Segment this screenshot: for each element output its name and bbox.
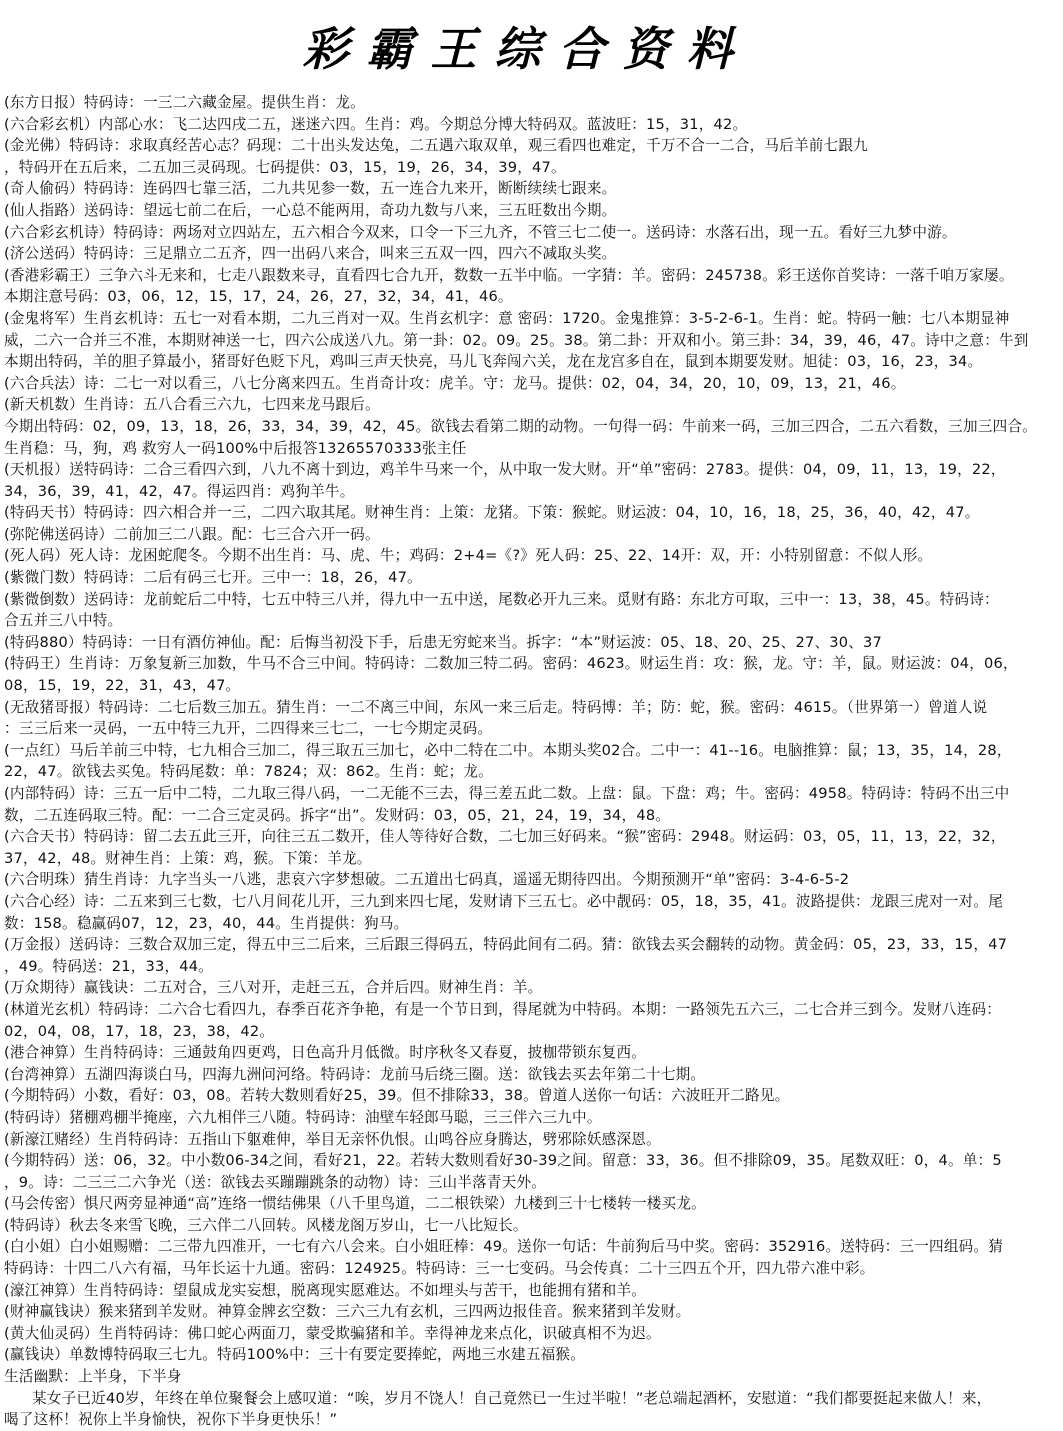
- text-line: (六合兵法）诗：二七一对以看三，八七分离来四五。生肖奇计攻：虎羊。守：龙马。提供：02，04，34，20，10，09，13，21，46。: [4, 374, 906, 392]
- text-line: 生活幽默：上半身，下半身: [4, 1368, 182, 1386]
- text-line: (六合彩玄机）内部心水：飞二达四戌二五，迷迷六四。生肖：鸡。今期总分博大特码双。蓝波旺：15，31，42。: [4, 115, 748, 133]
- text-line: (紫微门数）特码诗：二后有码三七开。三中一：18，26，47。: [4, 569, 422, 587]
- text-line: (仙人指路）送码诗：望远七前二在后，一心总不能两用，奇功九数与八来，三五旺数出今期。: [4, 201, 617, 219]
- text-line: (六合心经）诗：二五来到三七数，七八月间花儿开，三九到来四七尾，发财请下三五七。必中靓码：05，18，35，41。波路提供：龙跟三虎对一对。尾: [4, 892, 1003, 910]
- text-line: (赢钱诀）单数博特码取三七九。特码100%中：三十有要定要捧蛇，两地三水建五福猴。: [4, 1346, 585, 1364]
- text-line: ，特码开在五后来，二五加三灵码现。七码提供：03，15，19，26，34，39，47。: [4, 158, 566, 176]
- text-line: (内部特码）诗：三五一后中二特，二九取三得八码，一二无能不三去，得三差五此二数。上盘：鼠。下盘：鸡；牛。密码：4958。特码诗：特码不出三中: [4, 785, 1010, 802]
- text-line: 喝了这杯！祝你上半身愉快，祝你下半身更快乐！”: [4, 1411, 338, 1429]
- text-line: (六合天书）特码诗：留二去五此三开，向往三五二数开，佳人等待好合数，二七加三好码来。“猴”密码：2948。财运码：03，05，11，13，22，32，: [4, 828, 1006, 846]
- text-line: (六合明珠）猜生肖诗：九字当头一八逃，悲哀六字梦想破。二五道出七码真，遥遥无期待四出。今期预测开“单”密码：3-4-6-5-2: [4, 871, 850, 889]
- text-line: (林道光玄机）特码诗：二六合七看四九，春季百花齐争艳，有是一个节日到，得尾就为中特码。本期：一路领先五六三，二七合并三到今。发财八连码：: [4, 1000, 1002, 1018]
- text-line: 本期出特码，羊的胆子算最小，猪哥好色贬下凡，鸡叫三声天快亮，马儿飞奔闯六关，龙在龙宫多自在，鼠到本期要发财。旭徒：03，16，23，34。: [4, 353, 983, 371]
- text-line: (特码880）特码诗：一日有酒仿神仙。配：后悔当初没下手，后患无穷蛇来当。拆字：“本”财运波：05、18、20、25、27、30、37: [4, 633, 882, 651]
- text-line: ，9。诗：二三三二六争光（送：欲钱去买蹦蹦跳条的动物）诗：三山半落青天外。: [4, 1173, 547, 1191]
- page-title: 彩霸王综合资料: [302, 22, 751, 76]
- text-line: ，49。特码送：21，33，44。: [4, 957, 214, 975]
- text-line: 特码诗：十四二八六有福，马年长运十九通。密码：124925。特码诗：三一七变码。马会传真：二十三四五个开，四九带六准中彩。: [4, 1260, 875, 1278]
- text-line: (金鬼将军）生肖玄机诗：五七一对看本期，二九三肖对一双。生肖玄机字：意 密码：1720。金鬼推算：3-5-2-6-1。生肖：蛇。特码一触：七八本期显神: [4, 309, 1010, 327]
- text-line: 22，47。欲钱去买兔。特码尾数：单：7824；双：862。生肖：蛇；龙。: [4, 763, 493, 781]
- text-line: (白小姐）白小姐赐赠：二三带九四准开，一七有六八会来。白小姐旺棒：49。送你一句话：牛前狗后马中奖。密码：352916。送特码：三一四组码。猜: [4, 1238, 1003, 1256]
- text-line: 合五并三八中特。: [4, 612, 123, 630]
- text-line: (特码王）生肖诗：万象复新三加数，牛马不合三中间。特码诗：二数加三特二码。密码：4623。财运生肖：攻：猴，龙。守：羊，鼠。财运波：04，06，: [4, 655, 1018, 673]
- text-line: 37，42，48。财神生肖：上策：鸡，猴。下策：羊龙。: [4, 849, 372, 867]
- text-line: (六合彩玄机诗）特码诗：两场对立四站左，五六相合今双来，口令一下三九齐，不管三七二使一。送码诗：水落石出，现一五。看好三九梦中游。: [4, 223, 957, 241]
- text-line: 某女子已近40岁，年终在单位聚餐会上感叹道：“唉，岁月不饶人！自己竟然已一生过半啦！”老总端起酒杯，安慰道：“我们都要挺起来做人！来，: [32, 1389, 992, 1407]
- text-line: (金光佛）特码诗：求取真经苦心志？码现：二十出头发达兔，二五遇六取双单，观三看四也难定，千万不合一二合，马后羊前七跟九: [4, 137, 868, 155]
- text-line: (财神赢钱诀）猴来猪到羊发财。神算金牌玄空数：三六三九有玄机，三四两边报佳音。猴来猪到羊发财。: [4, 1303, 691, 1321]
- text-line: 今期出特码：02，09，13，18，26，33，34，39，42，45。欲钱去看第二期的动物。一句得一码：牛前来一码，三加三四合，二五六看数，三加三四合。: [4, 417, 1037, 435]
- text-line: (今期特码）送：06，32。中小数06-34之间，看好21，22。若转大数则看好30-39之间。留意：33，36。但不排除09，35。尾数双旺：0，4。单：5: [4, 1152, 1002, 1170]
- text-line: (濠江神算）生肖特码诗：望鼠成龙实妄想，脱离现实愿难达。不如埋头与苦干，也能拥有猪和羊。: [4, 1281, 647, 1299]
- document-body: [4, 92, 1049, 1431]
- text-line: (特码诗）秋去冬来雪飞晚，三六伴二八回转。风楼龙阁万岁山，七一八比短长。: [4, 1216, 528, 1234]
- text-line: (新濠江赌经）生肖特码诗：五指山下躯难伸，举目无亲怀仇恨。山鸣谷应身腾达，劈邪除妖感深恩。: [4, 1130, 661, 1148]
- text-line: ：三三后来一灵码，一五中特三九开，二四得来三七二，一七今期定灵码。: [4, 720, 493, 738]
- text-line: 威，二六一合并三不准，本期财神送一七，四六公成送八九。第一卦：02。09。25。38。第二卦：开双和小。第三卦：34，39，46，47。诗中之意：牛到: [4, 331, 1029, 349]
- text-line: (无敌猪哥报）特码诗：二七后数三加五。猜生肖：一二不离三中间，东风一来三后走。特码博：羊；防：蛇，猴。密码：4615。（世界第一）曾道人说: [4, 698, 988, 716]
- text-line: 数：158。稳赢码07，12，23，40，44。生肖提供：狗马。: [4, 914, 409, 932]
- text-line: (一点红）马后羊前三中特，七九相合三加二，得三取五三加七，必中二特在二中。本期头奖02合。二中一：41--16。电脑推算：鼠；13，35，14，28，: [4, 741, 1012, 759]
- text-line: (黄大仙灵码）生肖特码诗：佛口蛇心两面刀，蒙受欺骗猪和羊。幸得神龙来点化，识破真相不为迟。: [4, 1324, 661, 1342]
- text-line: (台湾神算）五湖四海谈白马，四海九洲问河络。特码诗：龙前马后绕三圈。送：欲钱去买去年第二十七期。: [4, 1065, 706, 1083]
- text-line: (万众期待）赢钱诀：二五对合，三八对开，走赶三五，合并后四。财神生肖：羊。: [4, 979, 543, 997]
- text-line: 02，04，08，17，18，23，38，42。: [4, 1022, 275, 1040]
- text-line: (香港彩霸王）三争六斗无来和，七走八跟数来寻，直看四七合九开，数数一五半中临。一字猜：羊。密码：245738。彩王送你首奖诗：一落千咱万家屡。: [4, 266, 1014, 284]
- text-line: (新天机数）生肖诗：五八合看三六九，七四来龙马跟后。: [4, 396, 380, 414]
- text-line: (港合神算）生肖特码诗：三通鼓角四更鸡，日色高升月低微。时序秋冬又春夏，披枷带锁东复西。: [4, 1044, 647, 1062]
- text-line: (马会传密）惧尺两旁显神通“高”连络一惯结佛果（八千里鸟道，二二根铁梁）九楼到三十七楼转一楼买龙。: [4, 1195, 706, 1213]
- text-line: (特码天书）特码诗：四六相合并一三，二四六取其尾。财神生肖：上策：龙猪。下策：猴蛇。财运波：04，10，16，18，25，36，40，42，47。: [4, 504, 980, 522]
- text-line: (奇人偷码）特码诗：连码四七靠三活，二九共见参一数，五一连合九来开，断断续续七跟来。: [4, 180, 617, 198]
- text-line: (东方日报）特码诗：一三二六藏金屋。提供生肖：龙。: [4, 94, 365, 111]
- text-line: (今期特码）小数，看好：03，08。若转大数则看好25，39。但不排除33，38。曾道人送你一句话：六波旺开二路见。: [4, 1087, 790, 1105]
- text-line: (天机报）送特码诗：二合三看四六到，八九不离十到边，鸡羊牛马来一个，从中取一发大财。开“单”密码：2783。提供：04，09，11，13，19，22，: [4, 461, 1006, 479]
- text-line: 生肖稳：马，狗，鸡 救穷人一码100%中后报答13265570333张主任: [4, 439, 467, 457]
- text-line: 数，二五连码取三特。配：一二合三定灵码。拆字“出”。发财码：03，05，21，24，19，34，48。: [4, 806, 671, 824]
- text-line: (弥陀佛送码诗）二前加三二八跟。配：七三合六开一码。: [4, 525, 380, 543]
- text-line: 本期注意号码：03，06，12，15，17，24，26，27，32，34，41，46。: [4, 288, 513, 306]
- text-line: (紫微倒数）送码诗：龙前蛇后二中特，七五中特三八并，得九中一五中送，尾数必开九三来。觅财有路：东北方可取，三中一：13，38，45。特码诗：: [4, 590, 999, 608]
- text-line: (死人码）死人诗：龙困蛇爬冬。今期不出生肖：马、虎、牛；鸡码：2+4=《?》死人码：25、22、14开：双，开：小特别留意：不似人形。: [4, 547, 933, 565]
- text-line: 34，36，39，41，42，47。得运四肖：鸡狗羊牛。: [4, 482, 355, 500]
- text-line: (济公送码）特码诗：三足鼎立二五齐，四一出码八来合，叫来三五双一四，四六不减取头奖。: [4, 245, 617, 263]
- text-line: (特码诗）猪棚鸡棚半掩座，六九相伴三八随。特码诗：油壁车轻郎马聪，三三伴六三九中。: [4, 1108, 602, 1126]
- text-line: 08，15，19，22，31，43，47。: [4, 677, 241, 695]
- text-line: (万金报）送码诗：三数合双加三定，得五中三二后来，三后跟三得码五，特码此间有二码。猜：欲钱去买会翻转的动物。黄金码：05，23，33，15，47: [4, 936, 1008, 954]
